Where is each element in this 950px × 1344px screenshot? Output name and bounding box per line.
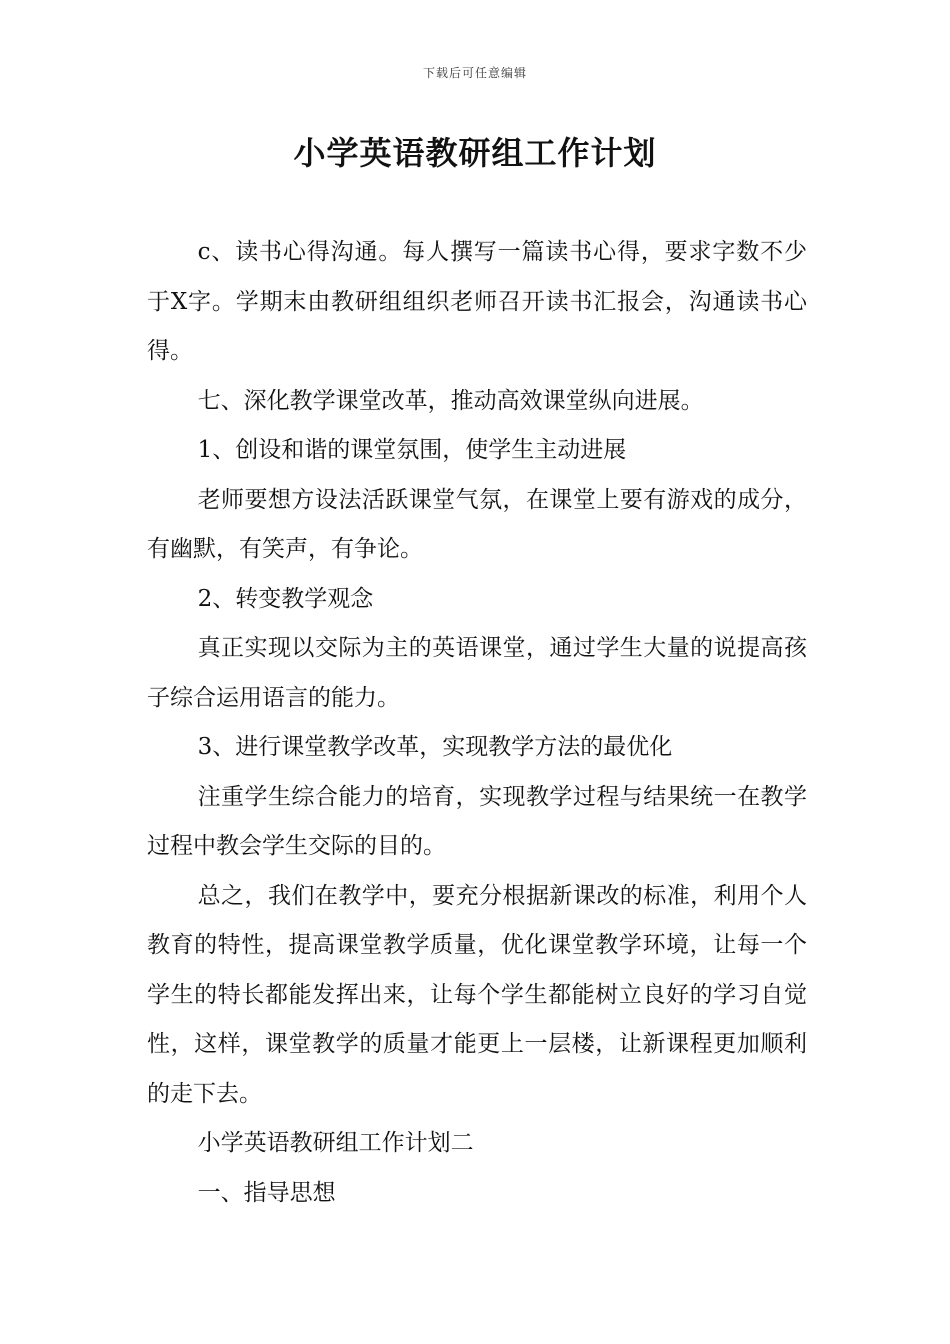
- paragraph-summary: 总之，我们在教学中，要充分根据新课改的标准，利用个人教育的特性，提高课堂教学质量，优化课堂教学环境，让每一个学生的特长都能发挥出来，让每个学生都能树立良好的学习自觉性，这样，课堂教学的质量才能更上一层楼，让新课程更加顺利的走下去。: [147, 882, 807, 1107]
- document-title: 小学英语教研组工作计划: [293, 134, 657, 172]
- document-body: [147, 228, 807, 1218]
- paragraph-item-3-body: 注重学生综合能力的培育，实现教学过程与结果统一在教学过程中教会学生交际的目的。: [147, 783, 807, 859]
- paragraph-item-2-heading: 2、转变教学观念: [197, 585, 374, 612]
- paragraph-item-3-heading: 3、进行课堂教学改革，实现教学方法的最优化: [197, 734, 673, 760]
- paragraph-item-1-body: 老师要想方设法活跃课堂气氛，在课堂上要有游戏的成分，有幽默，有笑声，有争论。: [147, 486, 807, 562]
- paragraph-item-2-body: 真正实现以交际为主的英语课堂，通过学生大量的说提高孩子综合运用语言的能力。: [147, 635, 807, 711]
- paragraph-guiding-thought-heading: 一、指导思想: [197, 1179, 336, 1206]
- paragraph-item-1-heading: 1、创设和谐的课堂氛围，使学生主动进展: [197, 437, 627, 463]
- paragraph-section-seven-heading: 七、深化教学课堂改革，推动高效课堂纵向进展。: [197, 387, 704, 414]
- paragraph-plan-two-title: 小学英语教研组工作计划二: [197, 1130, 474, 1156]
- page-header-note: 下载后可任意编辑: [422, 66, 527, 80]
- paragraph-reading-exchange: c、读书心得沟通。每人撰写一篇读书心得，要求字数不少于X字。学期末由教研组组织老师召开读书汇报会，沟通读书心得。: [147, 239, 807, 364]
